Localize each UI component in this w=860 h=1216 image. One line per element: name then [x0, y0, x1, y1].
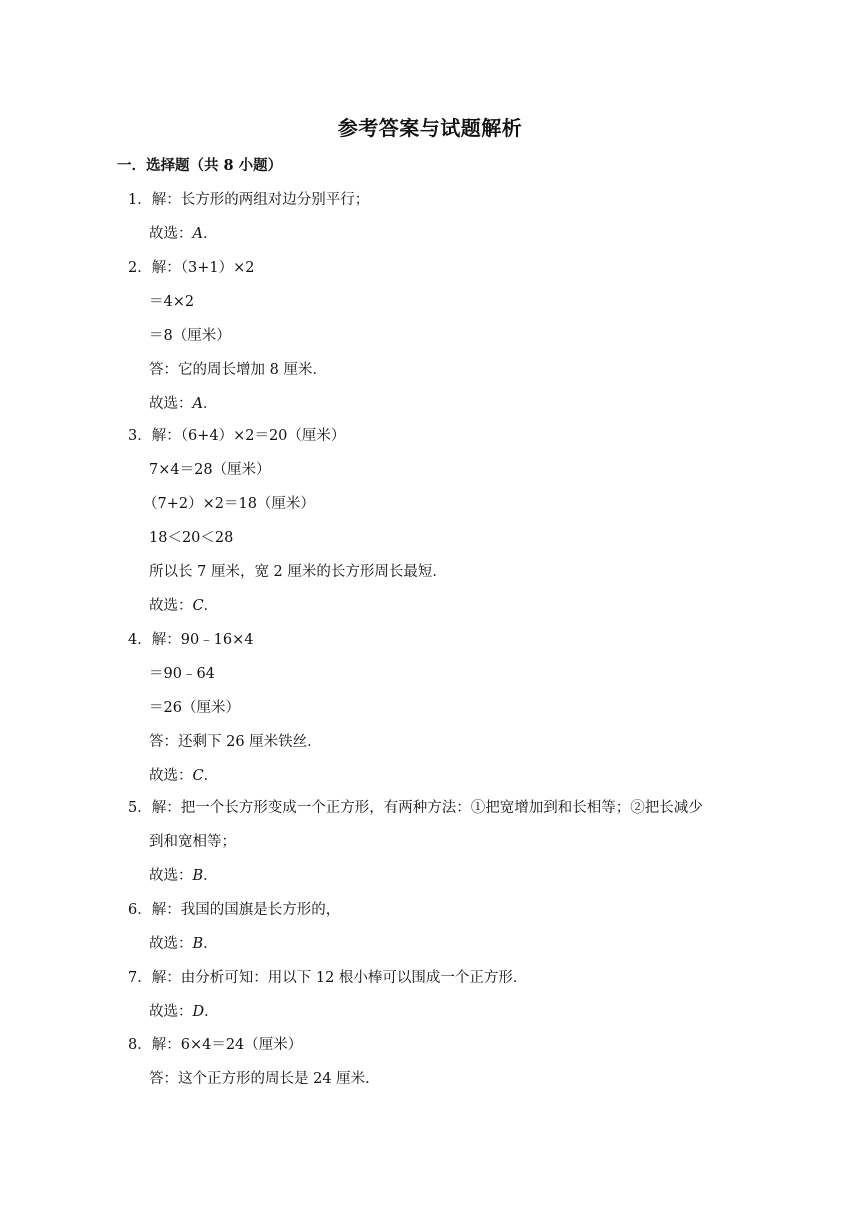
answer-4-line-2: ＝90﹣64 — [149, 666, 215, 682]
choice-suffix: ． — [203, 936, 218, 952]
answer-7-choice — [149, 1001, 219, 1023]
answer-4-line-1 — [128, 629, 254, 651]
choice-letter: C — [192, 768, 204, 784]
answer-2-number: 2． — [128, 260, 152, 276]
answer-5-choice — [149, 865, 218, 887]
answer-1-solution: 解：长方形的两组对边分别平行； — [151, 192, 370, 208]
answer-8-line-2: 答：这个正方形的周长是 24 厘米. — [149, 1071, 370, 1087]
choice-letter: A — [192, 226, 203, 242]
answer-3-line-4: 18＜20＜28 — [149, 530, 234, 546]
answer-3-line-2: 7×4＝28（厘米） — [149, 462, 271, 478]
answer-3-number: 3． — [128, 428, 152, 444]
choice-prefix: 故选： — [149, 868, 193, 884]
choice-letter: B — [192, 868, 204, 884]
choice-letter: B — [192, 936, 204, 952]
answer-1-line-1 — [128, 189, 369, 211]
answer-2-solution: 解：（3+1）×2 — [151, 260, 255, 276]
choice-suffix: ． — [203, 598, 219, 614]
answer-2-line-1 — [128, 257, 254, 279]
choice-suffix: ． — [202, 226, 218, 242]
answer-2-line-2: ＝4×2 — [149, 294, 195, 310]
choice-prefix: 故选： — [149, 936, 193, 952]
choice-prefix: 故选： — [149, 1004, 193, 1020]
answer-1-number: 1． — [128, 192, 152, 208]
answer-4-line-3: ＝26（厘米） — [149, 700, 240, 716]
answer-6-solution: 解：我国的国旗是长方形的， — [151, 902, 341, 918]
answer-4-choice — [149, 765, 218, 787]
choice-prefix: 故选： — [149, 226, 193, 242]
answer-3-line-5: 所以长 7 厘米，宽 2 厘米的长方形周长最短． — [149, 564, 447, 580]
answer-4-solution: 解：90﹣16×4 — [151, 632, 254, 648]
answer-7-line-1 — [128, 967, 527, 989]
answer-6-choice — [149, 933, 218, 955]
section-heading: 一．选择题（共 8 小题） — [117, 157, 283, 174]
answer-8-number: 8． — [128, 1037, 152, 1053]
choice-letter: D — [192, 1004, 205, 1020]
answer-3-solution: 解：（6+4）×2＝20（厘米） — [151, 428, 346, 444]
answer-4-line-4: 答：还剩下 26 厘米铁丝． — [149, 734, 322, 750]
choice-prefix: 故选： — [149, 598, 193, 614]
answer-2-choice — [149, 393, 217, 415]
choice-letter: C — [192, 598, 204, 614]
answer-4-number: 4． — [128, 632, 152, 648]
answer-5-line-2: 到和宽相等； — [149, 834, 236, 850]
answer-3-line-1 — [128, 425, 345, 447]
choice-prefix: 故选： — [149, 396, 193, 412]
answer-3-line-3: （7+2）×2＝18（厘米） — [143, 496, 315, 512]
answer-2-line-3: ＝8（厘米） — [149, 328, 231, 344]
choice-suffix: ． — [203, 768, 219, 784]
answer-8-solution: 解：6×4＝24（厘米） — [151, 1037, 303, 1053]
choice-suffix: ． — [203, 868, 218, 884]
answer-8-line-1 — [128, 1034, 302, 1056]
answer-5-line-1 — [128, 797, 703, 819]
answer-6-line-1 — [128, 899, 340, 921]
answer-5-solution: 解：把一个长方形变成一个正方形，有两种方法：①把宽增加到和长相等；②把长减少 — [151, 800, 703, 816]
answer-1-choice — [149, 223, 217, 245]
choice-letter: A — [192, 396, 203, 412]
answer-3-choice — [149, 595, 218, 617]
answer-7-number: 7． — [128, 970, 152, 986]
choice-prefix: 故选： — [149, 768, 193, 784]
choice-suffix: ． — [202, 396, 218, 412]
choice-suffix: ． — [204, 1004, 219, 1020]
page-title: 参考答案与试题解析 — [337, 116, 523, 140]
answer-7-solution: 解：由分析可知：用以下 12 根小棒可以围成一个正方形． — [151, 970, 528, 986]
answer-6-number: 6． — [128, 902, 152, 918]
answer-5-number: 5． — [128, 800, 152, 816]
answer-2-line-4: 答：它的周长增加 8 厘米． — [149, 362, 327, 378]
